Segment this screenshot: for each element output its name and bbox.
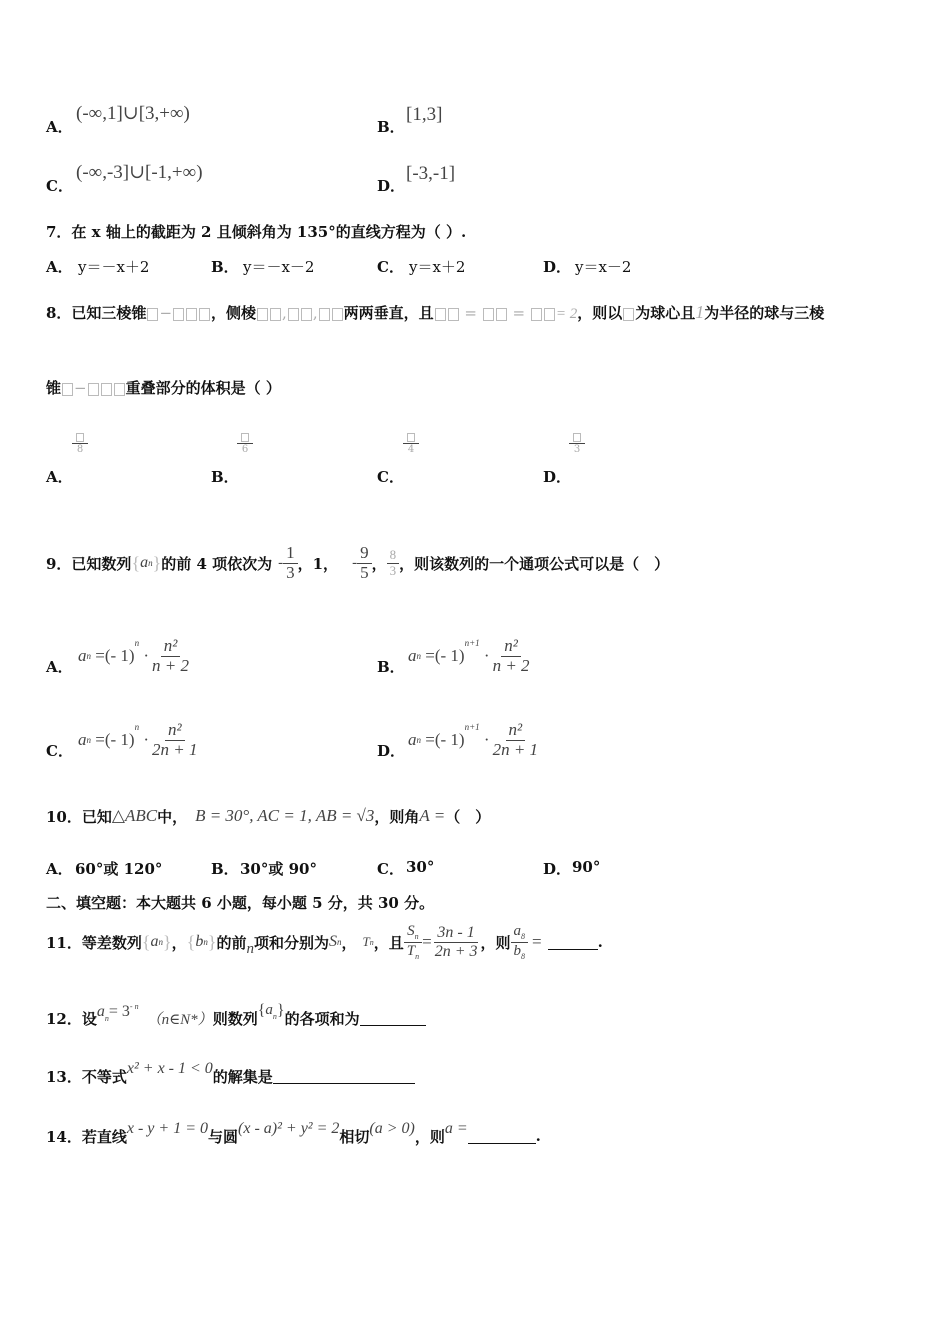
q8-stem-line2: 锥 − 重叠部分的体积是（ ） [46,379,281,397]
q6-option-c-expr: (-∞,-3]∪[-1,+∞) [76,162,203,183]
q6-option-a-label: A． [46,118,73,136]
placeholder-glyph [319,308,330,321]
placeholder-glyph [114,383,125,396]
placeholder-glyph [496,308,507,321]
placeholder-glyph [270,308,281,321]
q9-seq-sub: n [148,558,153,568]
q9-option-d-label: D． [377,742,406,760]
section-heading: 二、填空题：本大题共 6 小题，每小题 5 分，共 30 分。 [46,894,435,912]
q6-option-d-label: D． [377,177,406,195]
q8-option-d-den: 3 [573,444,581,455]
q11-stem: 11．等差数列 { a n } ， { b n } 的前 n 项和分别为 S n ， T n ，且 $\frac{S_n}{T_n}$ = $\frac{3n - 1}{2n + 3}$ ，则 $\frac{a_8}{b_8}$ = . [46,922,603,961]
placeholder-glyph [332,308,343,321]
q11-frac-ab: $\frac{a_8}{b_8}$ [511,923,529,962]
q8-one: 1 [695,302,705,322]
q7-option-b-text: y＝－x－2 [243,258,315,276]
placeholder-glyph [301,308,312,321]
q10-text: ，则角 [374,807,420,826]
placeholder-glyph [88,383,99,396]
q11-text: 的前 [216,933,247,952]
q11-text: 项和分别为 [253,933,329,952]
q11-answer-blank[interactable] [548,935,598,950]
q8-option-a-frac [72,432,88,455]
q13-expr: x² + x - 1 < 0 [126,1060,213,1077]
q9-term1: $\frac{1}{3}$ [283,544,298,582]
placeholder-glyph [101,383,112,396]
q8-option-c-den: 4 [407,444,415,455]
q10-option-a-label: A． [46,860,73,878]
q10-angle: A = [419,806,446,825]
q8-text: 为球心且 [635,304,696,322]
q6-option-b-label: B． [377,118,405,136]
q7-stem: 7．在 x 轴上的截距为 2 且倾斜角为 135°的直线方程为（ ）. [46,223,467,241]
q6-option-d-expr: [-3,-1] [406,163,456,184]
q12-text: 的各项和为 [284,1009,360,1028]
q14-text: 与圆 [208,1127,239,1146]
q10-tri: △ABC [111,806,158,825]
q7-option-a-label: A． [46,258,73,276]
q8-option-c-frac [403,432,419,455]
q9-stem: 9．已知数列 { a n } 的前 4 项依次为 - $\frac{1}{3}$ ，1， - $\frac{9}{5}$ ， $\frac{8}{3}$ ，则该数列的一个通项公式可以是（ ） [46,542,670,582]
q10-cond: B = 30°, AC = 1, AB = √3 [195,806,375,825]
q14-num: 14．若直线 [46,1127,127,1146]
q13-stem [46,1060,415,1092]
q9-text: ， [371,554,387,573]
q10-stem [46,801,490,831]
q10-text: 中， [157,807,188,826]
placeholder-glyph [288,308,299,321]
q10-option-b-label: B． [211,860,239,878]
q9-num: 9．已知数列 [46,554,132,573]
placeholder-glyph [483,308,494,321]
q8-text: 重叠部分的体积是（ ） [125,379,281,397]
q8-text: 两两垂直，且 [343,304,434,322]
q7-option-d-label: D． [543,258,572,276]
q13-text: 的解集是 [212,1067,273,1086]
placeholder-glyph [623,308,634,321]
q7-option-b-label: B． [211,258,239,276]
q9-text: ，1， [297,554,339,573]
q8-option-a-label: A． [46,468,73,486]
placeholder-glyph [531,308,542,321]
q11-num: 11．等差数列 [46,933,142,952]
q14-end: . [535,1127,541,1145]
q6-option-b-expr: [1,3] [406,104,443,125]
q11-end: . [597,933,603,951]
placeholder-glyph [62,383,73,396]
q9-option-d-expr: a n =(- 1) $^{n+1}$ · $\frac{\text{n²}}{2n + 1}$ [408,719,539,759]
q11-s: S [328,933,337,950]
q9-option-a-label: A． [46,658,73,676]
q10-text: （ ） [445,807,491,826]
q11-text: ， [171,933,187,952]
q14-text: ，则 [414,1127,445,1146]
q8-option-b-den: 6 [241,444,249,455]
q14-line: x - y + 1 = 0 [126,1120,208,1137]
q9-text: 的前 4 项依次为 [161,554,273,573]
q11-frac-right: $\frac{3n - 1}{2n + 3}$ [434,923,478,960]
q11-eq: = [532,932,542,951]
q8-text: ，侧棱 [211,304,257,322]
q10-num: 10．已知 [46,807,112,826]
q8-text: 锥 [46,379,62,397]
q11-t: T [362,934,370,949]
q11-frac-left: $\frac{S_n}{T_n}$ [404,923,422,962]
q6-option-a-expr: (-∞,1]∪[3,+∞) [76,103,190,124]
q12-expr2: = 3 [108,1003,130,1020]
q9-option-b-expr: a n =(- 1) $^{n+1}$ · $\frac{\text{n²}}{n + 2}$ [408,635,530,675]
q8-option-b-frac [237,432,253,455]
q8-option-c-label: C． [377,468,404,486]
q12-exp: - n [129,1002,139,1011]
q14-text: 相切 [339,1127,370,1146]
placeholder-glyph [199,308,210,321]
q8-option-d-frac [569,432,585,455]
q14-answer-blank[interactable] [468,1129,536,1144]
q9-option-b-label: B． [377,658,405,676]
placeholder-glyph [186,308,197,321]
q7-option-d-text: y＝x－2 [575,258,632,276]
q14-circle: (x - a)² + y² = 2 [238,1120,340,1137]
q14-cond: (a > 0) [369,1120,415,1137]
placeholder-glyph [147,308,158,321]
q7-option-c-text: y＝x＋2 [409,258,466,276]
q12-answer-blank[interactable] [360,1011,426,1026]
q9-seq: a [140,554,149,571]
q11-text: ， [341,933,357,952]
q6-option-c-label: C． [46,177,73,195]
q10-option-c-label: C． [377,860,404,878]
q10-option-c-text: 30° [406,858,435,876]
q9-option-a-expr: a n =(- 1) $^n$ · $\frac{\text{n²}}{n + 2}$ [78,635,189,675]
q9-text: ，则该数列的一个通项公式可以是（ ） [399,554,670,573]
q10-option-b-text: 30°或 90° [240,860,317,878]
q9-term3: $\frac{9}{5}$ [357,544,372,582]
q11-n: n [246,940,254,957]
q8-option-b-label: B． [211,468,239,486]
placeholder-glyph [435,308,446,321]
q8-text: ，则以 [577,304,623,322]
placeholder-glyph [257,308,268,321]
q10-option-d-label: D． [543,860,572,878]
q12-stem: 12．设 a $_n$ = 3 $^{- n}$ （n∈N*） 则数列 { a $_n$ } 的各项和为 [46,1000,426,1036]
q12-num: 12．设 [46,1009,97,1028]
q8-eq: = 2 [555,306,578,322]
placeholder-glyph [448,308,459,321]
q9-option-c-expr: a n =(- 1) $^n$ · $\frac{\text{n²}}{2n + 1}$ [78,719,198,759]
q12-expr: a [96,1003,105,1020]
q9-option-c-label: C． [46,742,73,760]
q10-option-d-text: 90° [572,858,601,876]
q8-num: 8．已知三棱锥 [46,304,147,322]
q10-option-a-text: 60°或 120° [75,860,163,878]
q7-option-c-label: C． [377,258,404,276]
q13-answer-blank[interactable] [273,1069,415,1084]
q12-text: 则数列 [212,1009,258,1028]
q14-ans: a = [444,1120,468,1137]
q14-stem [46,1120,541,1152]
q9-term4: $\frac{8}{3}$ [387,548,400,578]
q8-option-d-label: D． [543,468,572,486]
q11-text: ，且 [373,933,404,952]
q8-text: 为半径的球与三棱 [704,304,825,322]
placeholder-glyph [173,308,184,321]
q8-stem-line1: 8．已知三棱锥 − ，侧棱 , , 两两垂直，且 = = = 2，则以 为球心且1为半径的球与三棱 [46,302,825,322]
q11-text: ，则 [480,933,511,952]
q12-cond: （n∈N*） [146,1011,213,1028]
q7-option-a-text: y＝－x＋2 [78,258,150,276]
q13-num: 13．不等式 [46,1067,127,1086]
q8-option-a-den: 8 [76,444,84,455]
placeholder-glyph [544,308,555,321]
